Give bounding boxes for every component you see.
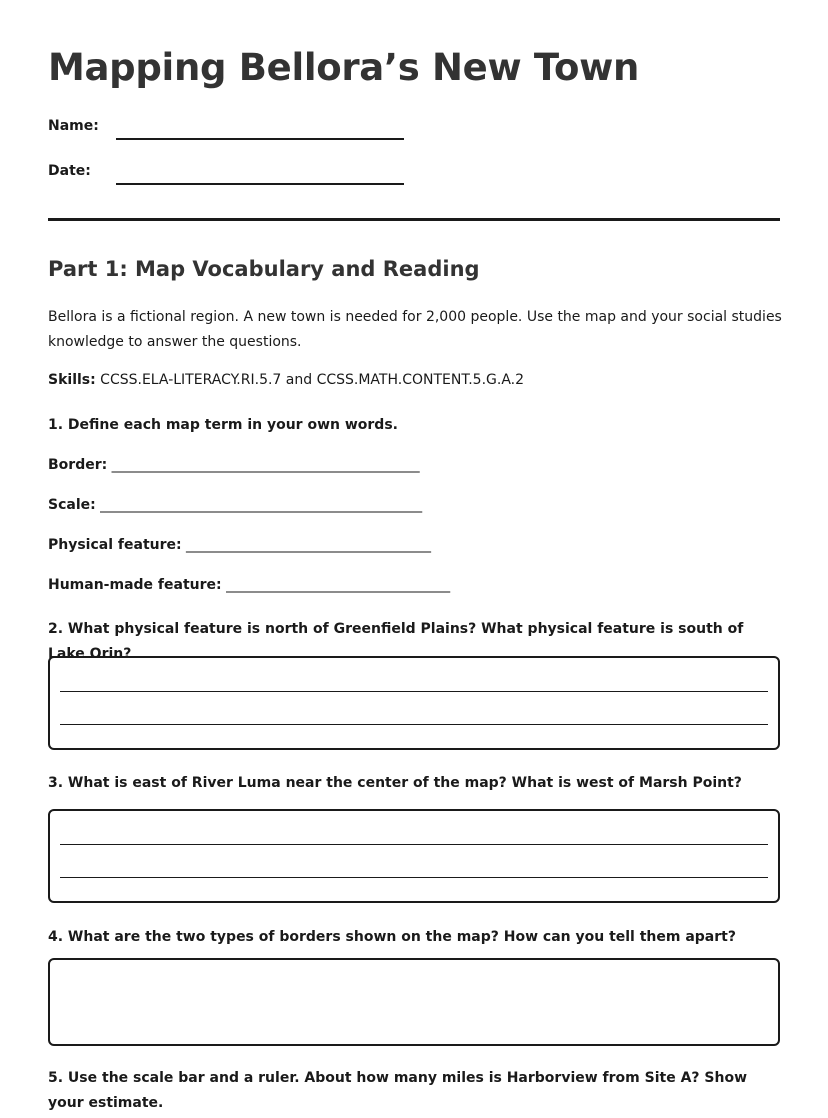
term-blank[interactable]: ____________________________________________	[107, 457, 420, 473]
term-human-made-feature-row[interactable]	[48, 577, 450, 593]
date-label: Date:	[48, 163, 91, 179]
answer-box-q3[interactable]	[48, 809, 780, 903]
answer-box-q4[interactable]	[48, 958, 780, 1046]
question-4: 4. What are the two types of borders shown on the map? How can you tell them apart?	[48, 929, 736, 945]
answer-box-q2[interactable]	[48, 656, 780, 750]
answer-line	[60, 691, 768, 692]
answer-line	[60, 877, 768, 878]
term-blank[interactable]: ______________________________________________	[95, 497, 423, 513]
answer-line	[60, 844, 768, 845]
question-2: 2. What physical feature is north of Greenfield Plains? What physical feature is south of Lake Orin?	[48, 621, 744, 662]
answer-line	[60, 724, 768, 725]
skills-label: Skills:	[48, 372, 96, 388]
skills-line	[48, 372, 524, 388]
term-label: Border:	[48, 457, 108, 473]
term-label: Physical feature:	[48, 537, 182, 553]
question-5: 5. Use the scale bar and a ruler. About how many miles is Harborview from Site A? Show your estimate.	[48, 1070, 748, 1111]
question-1: 1. Define each map term in your own words.	[48, 417, 398, 433]
term-blank[interactable]: ________________________________	[221, 577, 451, 593]
term-physical-feature-row[interactable]	[48, 537, 431, 553]
skills-standards: CCSS.ELA-LITERACY.RI.5.7 and CCSS.MATH.CONTENT.5.G.A.2	[95, 372, 525, 388]
term-border-row[interactable]	[48, 457, 420, 473]
worksheet-title: Mapping Bellora’s New Town	[48, 46, 639, 89]
term-label: Scale:	[48, 497, 96, 513]
term-label: Human-made feature:	[48, 577, 222, 593]
date-write-line[interactable]	[116, 183, 404, 185]
term-scale-row[interactable]	[48, 497, 422, 513]
header-divider	[48, 218, 780, 221]
part1-heading: Part 1: Map Vocabulary and Reading	[48, 257, 480, 281]
question-3: 3. What is east of River Luma near the center of the map? What is west of Marsh Point?	[48, 775, 742, 791]
name-label: Name:	[48, 118, 99, 134]
name-write-line[interactable]	[116, 138, 404, 140]
term-blank[interactable]: ___________________________________	[181, 537, 432, 553]
part1-intro: Bellora is a fictional region. A new town is needed for 2,000 people. Use the map and your social studies knowledge to answer the questions.	[48, 309, 782, 350]
